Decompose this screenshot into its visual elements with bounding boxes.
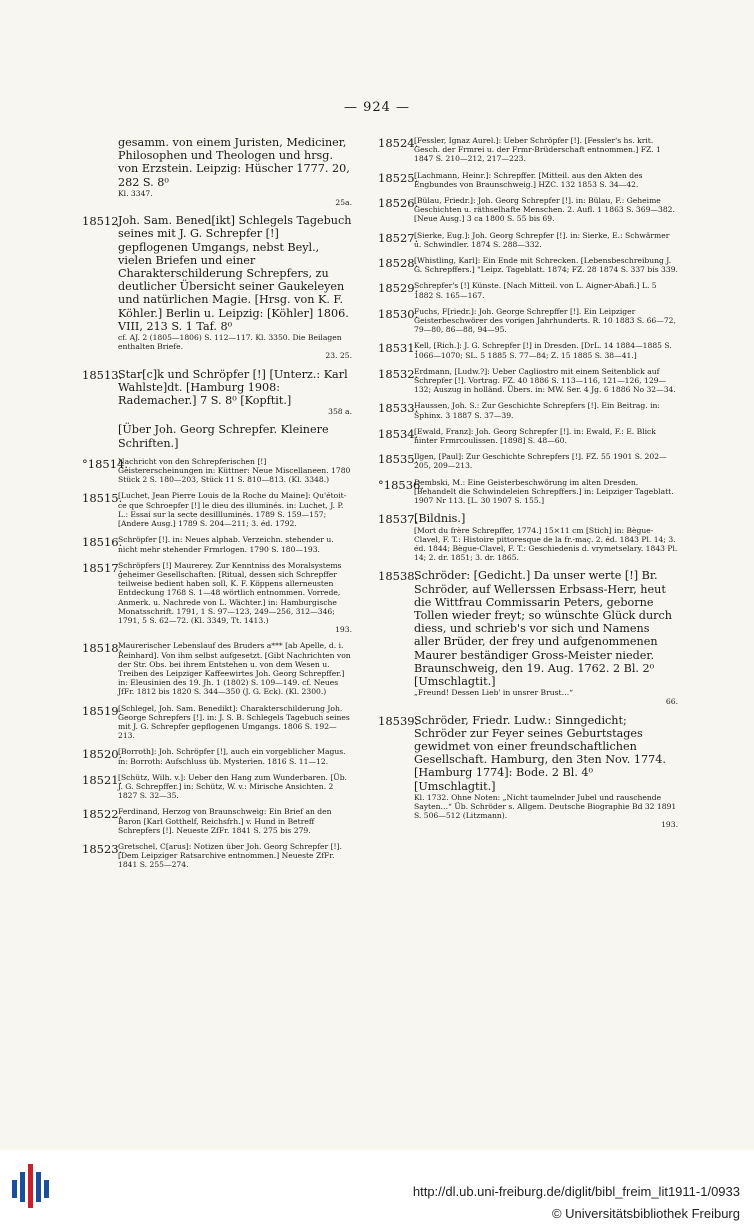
entry-note: Ilgen, [Paul]: Zur Geschichte Schrepfers [!]. FZ. 55 1901 S. 202—205, 209—213.: [414, 452, 667, 471]
right-column: [378, 136, 678, 837]
entry-note: [Lachmann, Heinr.]: Schrepffer. [Mitteil. aus den Akten des Engbundes von Braunschweig.] HZC. 132 1853 S. 34—42.: [414, 170, 643, 189]
entry-number: °18536.: [378, 477, 424, 492]
entry-number: 18533.: [378, 401, 419, 416]
entry-number: 18525.: [378, 170, 419, 185]
entry-note: Dembski, M.: Eine Geisterbeschwörung im alten Dresden. [Behandelt die Schwindeleien Schrepffers.] in: Leipziger Tageblatt. 1907 Nr 113. [L. 30 1907 S. 155.]: [414, 477, 674, 506]
entry-note: Schröpfers [!] Maurerey. Zur Kenntniss des Moralsystems geheimer Gesellschaften. [Ritual, dessen sich Schrepffer teilweise bedient haben soll, K. F. Köppens allerneusten Entdeckung 1768 S. 1—48 wörtlich entnommen. Vorrede, Anmerk. u. Nachrede von L. Wächter.] in: Hamburgische Monatsschrift. 1791, 1 S. 97—123, 249—256, 312—346; 1791, 5 S. 62—72. (Kl. 3349, Tt. 1413.): [118, 560, 342, 625]
bibliography-entry: [82, 423, 352, 449]
entry-number: 18520.: [82, 747, 123, 762]
entry-title: gesamm. von einem Juristen, Mediciner, Philosophen und Theologen und hrsg. von Erzstein. Leipzig: Hüscher 1777. 20, 282 S. 8⁰: [118, 136, 350, 189]
entry-note: „Freund! Dessen Lieb' in unsrer Brust…“: [414, 688, 574, 698]
entry-tag: 193.: [661, 820, 678, 830]
entry-number: °18514.: [82, 456, 128, 471]
entry-title: Star[c]k und Schröpfer [!] [Unterz.: Karl Wahlste]dt. [Hamburg 1908: Rademacher.] 7 S. 8⁰ [Kopftit.]: [118, 367, 348, 408]
entry-number: 18531.: [378, 341, 419, 356]
entry-number: 18512.: [82, 214, 123, 229]
bibliography-entry: [82, 368, 352, 417]
entry-number: 18515.: [82, 491, 123, 506]
entry-number: 18513.: [82, 367, 123, 382]
entry-note: Kl. 3347.: [118, 188, 153, 198]
entry-number: 18522.: [82, 807, 123, 822]
entry-number: 18534.: [378, 426, 419, 441]
entry-title: Schröder, Friedr. Ludw.: Sinngedicht; Schröder zur Feyer seines Geburtstages gewidmet von einer freundschaftlichen Gesellschaft. Hamburg, den 3ten Nov. 1774. [Hamburg 1774]: Bode. 2 Bl. 4⁰ [Umschlagtit.]: [414, 713, 666, 793]
entry-note: [Mort du frère Schrepffer, 1774.] 15×11 cm [Stich] in: Bègue-Clavel, F. T.: Histoire pittoresque de la fr.-maç. 2. éd. 1843 Pl. 14; 3. éd. 1844; Bègue-Clavel, F. T.: Geschiedenis d. vrymetselary. 1843 Pl. 14; 2. dr. 1851; 3. dr. 1865.: [414, 525, 678, 563]
bibliography-entry: [378, 256, 678, 274]
bibliography-entry: [82, 704, 352, 741]
entry-note: Gretschel, C[arus]: Notizen über Joh. Georg Schrepfer [!]. [Dem Leipziger Ratsarchive entnommen.] Neueste ZfFr. 1841 S. 255—274.: [118, 841, 342, 870]
entry-note: [Fessler, Ignaz Aurel.]: Ueber Schröpfer [!]. [Fessler's hs. krit. Gesch. der Frmrei u. der Frmr-Brüderschaft entnommen.] FZ. 1 1847 S. 210—212, 217—223.: [414, 136, 661, 164]
bibliography-entry: [378, 307, 678, 335]
bibliography-entry: [82, 214, 352, 360]
entry-number: 18539.: [378, 713, 419, 728]
entry-tag: 25a.: [335, 198, 352, 208]
bibliography-entry: [378, 401, 678, 419]
entry-number: 18526.: [378, 196, 419, 211]
entry-number: 18535.: [378, 452, 419, 467]
entry-title: Schröder: [Gedicht.] Da unser werte [!] Br. Schröder, auf Wellerssen Erbsass-Herr, heut die Wittfrau Commissarin Peters, geborne Tollen wieder freyt; so wünschte Glück durch diess, und schrieb's vor sich und Namens aller Brüder, der frey und aufgenommenen Maurer beständiger Gross-Meister nieder. Braunschweig, den 19. Aug. 1762. 2 Bl. 2⁰ [Umschlagtit.]: [414, 569, 672, 688]
bibliography-entry: [82, 491, 352, 528]
entry-note: [Whistling, Karl]: Ein Ende mit Schrecken. [Lebensbeschreibung J. G. Schrepffers.] "Leipz. Tageblatt. 1874; FZ. 28 1874 S. 337 bis 339.: [414, 256, 678, 275]
bibliography-entry: [378, 171, 678, 189]
bibliography-entry: [378, 512, 678, 562]
entry-number: 18519.: [82, 703, 123, 718]
bibliography-entry: [82, 747, 352, 765]
bibliography-entry: [82, 842, 352, 870]
entry-number: 18518.: [82, 641, 123, 656]
entry-number: 18528.: [378, 256, 419, 271]
entry-tag: 193.: [335, 625, 352, 635]
entry-number: 18532.: [378, 366, 419, 381]
entry-number: 18521.: [82, 772, 123, 787]
bibliography-entry: [82, 535, 352, 553]
entry-number: 18529.: [378, 281, 419, 296]
entry-note: [Schlegel, Joh. Sam. Benedikt]: Charakterschilderung Joh. George Schrepfers [!]. in: J. S. B. Schlegels Tagebuch seines mit J. G. Schrepfer gepflogenen Umgangs. 1806 S. 192—213.: [118, 703, 350, 741]
bibliography-entry: [378, 231, 678, 249]
entry-number: 18538.: [378, 569, 419, 584]
bibliography-entry: [82, 457, 352, 485]
entry-note: Maurerischer Lebenslauf des Bruders a*** [ab Apelle, d. i. Reinhard]. Von ihm selbst aufgesetzt. [Gibt Nachrichten von der Str. Obs. bei ihrem Entstehen u. von dem Wesen u. Treiben des Leipziger Kaffeewirtes Joh. Georg Schrepffer.] in: Eleusinien des 19. Jh. 1 (1802) S. 109—149. cf. Neues JfFr. 1812 bis 1820 S. 344—350 (J. G. Eck). (Kl. 2300.): [118, 641, 351, 697]
entry-note: [Schütz, Wilh. v.]: Ueber den Hang zum Wunderbaren. [Üb. J. G. Schrepffer.] in: Schütz, W. v.: Mirische Ansichten. 2 1827 S. 32—35.: [118, 772, 347, 801]
university-library-logo-icon: [10, 1158, 50, 1210]
entry-note: [Bülau, Friedr.]: Joh. Georg Schrepfer [!]. in: Bülau, F.: Geheime Geschichten u. räthselhafte Menschen. 2. Aufl. 1 1863 S. 369—382. [Neue Ausg.] 3 ca 1800 S. 55 bis 69.: [414, 196, 675, 224]
bibliography-entry: [378, 367, 678, 395]
entry-note: Haussen, Joh. S.: Zur Geschichte Schrepfers [!]. Ein Beitrag. in: Sphinx. 3 1887 S. 37—39.: [414, 401, 660, 420]
entry-note: Fuchs, F[riedr.]: Joh. George Schrepffer [!]. Ein Leipziger Geisterbeschwörer des vorigen Jahrhunderts. R. 10 1883 S. 66—72, 79—80, 86—88, 94—95.: [414, 306, 676, 335]
entry-note: [Borroth]: Joh. Schröpfer [!], auch ein vorgeblicher Magus. in: Borroth: Aufschluss üb. Mysterien. 1816 S. 11—12.: [118, 747, 346, 766]
bibliography-entry: [82, 807, 352, 835]
bibliography-entry: [378, 341, 678, 359]
entry-note: Ferdinand, Herzog von Braunschweig: Ein Brief an den Baron [Karl Gotthelf, Reichsfrh.] v. Hund in Betreff Schrepfers [!]. Neueste ZfFr. 1841 S. 275 bis 279.: [118, 807, 332, 835]
bibliography-entry: [82, 561, 352, 635]
entry-number: 18527.: [378, 230, 419, 245]
entry-note: Schröpfer [!]. in: Neues alphab. Verzeichn. stehender u. nicht mehr stehender Frmrlogen. 1790 S. 180—193.: [118, 535, 334, 554]
bibliography-entry: [378, 281, 678, 299]
bibliography-entry: [378, 569, 678, 706]
bibliography-entry: [378, 714, 678, 830]
entry-tag: 358 a.: [328, 407, 352, 417]
entry-number: 18524.: [378, 136, 419, 150]
source-url-link[interactable]: http://dl.ub.uni-freiburg.de/diglit/bibl_freim_lit1911-1/0933: [412, 1184, 740, 1199]
entry-note: cf. AJ. 2 (1805—1806) S. 112—117. Kl. 3350. Die Beilagen enthalten Briefe.: [118, 333, 342, 352]
bibliography-entry: [82, 136, 352, 207]
bibliography-entry: [378, 427, 678, 445]
bibliography-entry: [378, 196, 678, 224]
entry-note: Kl. 1732. Ohne Noten: „Nicht taumelnder Jubel und rauschende Sayten…“ Üb. Schröder s. Allgem. Deutsche Biographie Bd 32 1891 S. 506—512 (Litzmann).: [414, 792, 677, 821]
bibliography-entry: [378, 452, 678, 470]
left-column: [82, 136, 352, 877]
bibliography-entry: [82, 773, 352, 801]
entry-note: [Ewald, Franz]: Joh. Georg Schrepfer [!]. in: Ewald, F.: E. Blick hinter Frmrcoulissen. [1898] S. 48—60.: [414, 426, 656, 446]
bibliography-entry: [82, 641, 352, 696]
copyright-notice: © Universitätsbibliothek Freiburg: [551, 1206, 740, 1221]
bibliography-entry: [378, 478, 678, 506]
entry-number: 18530.: [378, 306, 419, 321]
entry-note: Erdmann, [Ludw.?]: Ueber Cagliostro mit einem Seitenblick auf Schrepfer [!]. Vortrag. FZ. 40 1886 S. 113—116, 121—126, 129—132; Auszug in holländ. Übers. in: MW. Ser. 4 Jg. 6 1886 No 32—34.: [414, 366, 676, 395]
entry-note: Nachricht von den Schrepferischen [!] Geistererscheinungen in: Küttner: Neue Miscellaneen. 1780 Stück 2 S. 180—203, Stück 11 S. 810—813. (Kl. 3348.): [118, 456, 351, 485]
entry-note: [Sierke, Eug.]: Joh. Georg Schrepfer [!]. in: Sierke, E.: Schwärmer u. Schwindler. 1874 S. 288—332.: [414, 230, 670, 249]
entry-title: Joh. Sam. Bened[ikt] Schlegels Tagebuch seines mit J. G. Schrepfer [!] gepflogenen Umgangs, nebst Beyl., vielen Briefen und einer Charakterschilderung Schrepfers, zu deutlicher Übersicht seiner Gaukeleyen und natürlichen Magie. [Hrsg. von K. F. Köhler.] Berlin u. Leipzig: [Köhler] 1806. VIII, 213 S. 1 Taf. 8⁰: [118, 214, 352, 333]
entry-title: [Bildnis.]: [414, 512, 466, 526]
entry-note: Kell, [Rich.]: J. G. Schrepfer [!] in Dresden. [DrL. 14 1884—1885 S. 1066—1070; SL. 5 1885 S. 77—84; Z. 15 1885 S. 38—41.]: [414, 341, 672, 360]
entry-note: Schrepfer's [!] Künste. [Nach Mitteil. von L. Aigner-Abafi.] L. 5 1882 S. 165—167.: [414, 281, 657, 300]
entry-number: 18537.: [378, 512, 419, 527]
entry-number: 18517.: [82, 560, 123, 575]
bibliography-entry: [378, 136, 678, 164]
entry-title: [Über Joh. Georg Schrepfer. Kleinere Schriften.]: [118, 423, 329, 450]
entry-tag: 66.: [665, 697, 678, 707]
entry-number: 18516.: [82, 535, 123, 550]
page-number: — 924 —: [343, 100, 411, 115]
entry-number: 18523.: [82, 841, 123, 856]
entry-note: [Luchet, Jean Pierre Louis de la Roche du Maine]: Qu'étoit-ce que Schroepfer [!] le dieu des illuminés. in: Luchet, J. P. L.: Essai sur la secte desillluminés. 1789 S. 159—157; [Andere Ausg.] 1789 S. 204—211; 3. éd. 1792.: [118, 491, 347, 529]
entry-tag: 23. 25.: [325, 351, 352, 361]
